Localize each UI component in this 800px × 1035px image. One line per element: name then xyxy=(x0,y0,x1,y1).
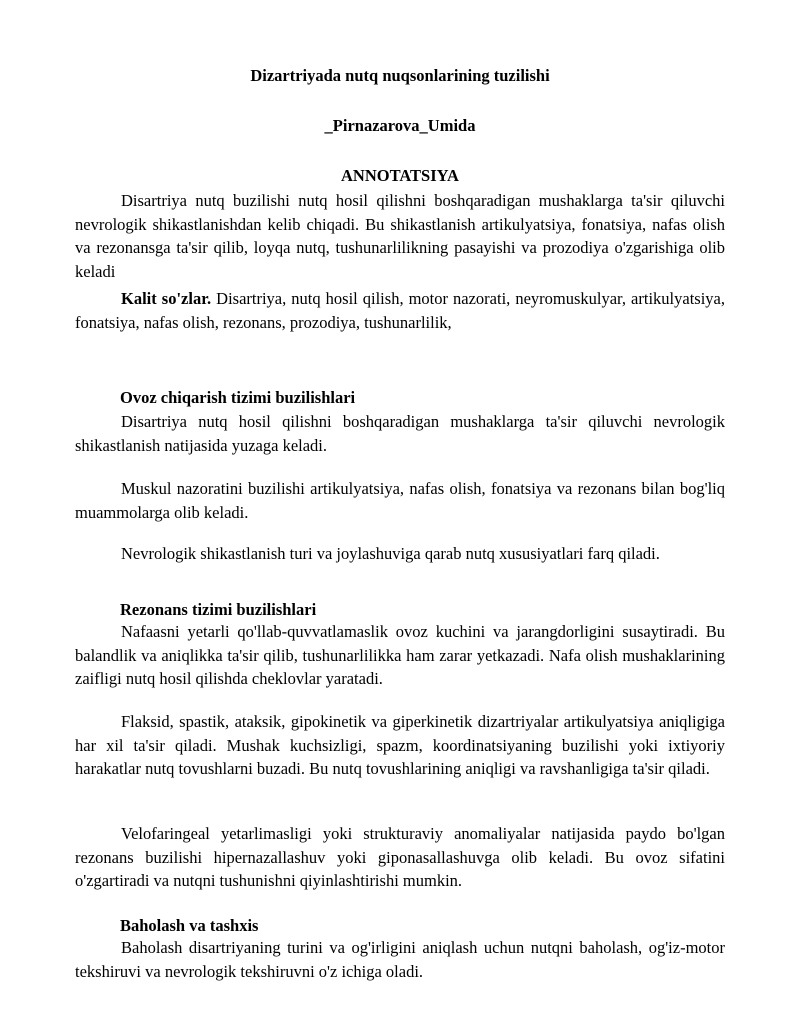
section-voice-paragraph: Disartriya nutq hosil qilishni boshqaradigan mushaklarga ta'sir qiluvchi nevrologik shikastlanish natijasida yuzaga keladi. xyxy=(75,412,725,455)
section-assessment-paragraph: Baholash disartriyaning turini va og'irligini aniqlash uchun nutqni baholash, og'iz-motor tekshiruvi va nevrologik tekshiruvni o'z ichiga oladi. xyxy=(75,938,725,981)
keywords-text: Disartriya, nutq hosil qilish, motor nazorati, neyromuskulyar, artikulyatsiya, fonatsiya, nafas olish, rezonans, prozodiya, tushunarlilik, xyxy=(75,289,725,332)
document-title: Dizartriyada nutq nuqsonlarining tuzilishi xyxy=(250,66,550,85)
section-resonance-paragraph: Flaksid, spastik, ataksik, gipokinetik va giperkinetik dizartriyalar artikulyatsiya aniqligiga har xil ta'sir qiladi. Mushak kuchsizligi, spazm, koordinatsiyaning buzilishi yoki ixtiyoriy harakatlar nutq tovushlarni buzadi. Bu nutq tovushlarining aniqligi va ravshanligiga ta'sir qiladi. xyxy=(75,712,725,779)
author-name: _Pirnazarova_Umida xyxy=(324,116,476,135)
section-heading-resonance: Rezonans tizimi buzilishlari xyxy=(120,600,317,619)
section-heading-voice: Ovoz chiqarish tizimi buzilishlari xyxy=(120,388,356,407)
section-voice-paragraph: Muskul nazoratini buzilishi artikulyatsiya, nafas olish, fonatsiya va rezonans bilan bog'liq muammolarga olib keladi. xyxy=(75,479,725,522)
annotation-heading: ANNOTATSIYA xyxy=(341,166,459,185)
section-resonance-paragraph: Velofaringeal yetarlimasligi yoki strukturaviy anomaliyalar natijasida paydo bo'lgan rezonans buzilishi hipernazallashuv yoki giponasallashuvga olib keladi. Bu ovoz sifatini o'zgartiradi va nutqni tushunishni qiyinlashtirishi mumkin. xyxy=(75,824,725,891)
section-voice-paragraph: Nevrologik shikastlanish turi va joylashuviga qarab nutq xususiyatlari farq qiladi. xyxy=(121,544,660,563)
section-resonance-paragraph: Nafaasni yetarli qo'llab-quvvatlamaslik ovoz kuchini va jarangdorligini susaytiradi. Bu balandlik va aniqlikka ta'sir qilib, tushunarlilikka ham zarar yetkazadi. Nafa olish mushaklarining zaifligi nutq hosil qilishda cheklovlar yaratadi. xyxy=(75,622,725,689)
annotation-paragraph: Disartriya nutq buzilishi nutq hosil qilishni boshqaradigan mushaklarga ta'sir qiluvchi nevrologik shikastlanishdan kelib chiqadi. Bu shikastlanish artikulyatsiya, fonatsiya, nafas olish va rezonansga ta'sir qilib, loyqa nutq, tushunarlilikning pasayishi va prozodiya o'zgarishiga olib keladi xyxy=(75,191,725,281)
keywords-paragraph xyxy=(75,287,725,334)
section-heading-assessment: Baholash va tashxis xyxy=(120,916,259,935)
keywords-label: Kalit so'zlar. xyxy=(121,289,212,308)
